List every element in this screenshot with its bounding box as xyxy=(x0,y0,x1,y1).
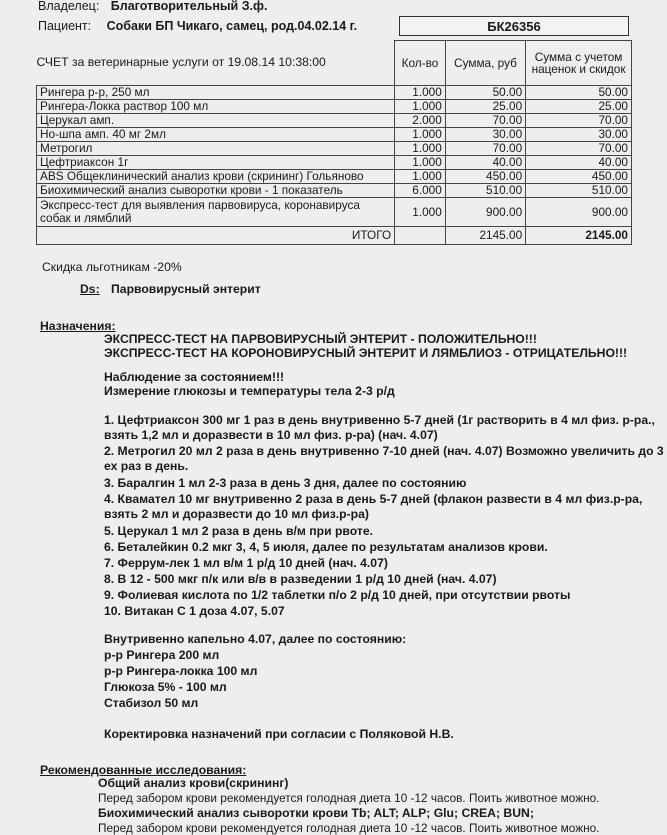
row-name: Но-шпа амп. 40 мг 2мл xyxy=(37,128,395,142)
total-sum: 2145.00 xyxy=(445,227,525,245)
row-qty: 1.000 xyxy=(395,86,446,100)
iv-line: р-р Рингера 200 мл xyxy=(104,648,220,662)
diagnosis-text: Парвовирусный энтерит xyxy=(111,282,261,296)
row-qty: 1.000 xyxy=(395,128,446,142)
prescription-line: 6. Беталейкин 0.2 мкг 3, 4, 5 июля, далее по результатам анализов крови. xyxy=(104,540,548,554)
total-qty-empty xyxy=(395,227,446,245)
observe-line: Наблюдение за состоянием!!! xyxy=(104,370,285,384)
row-total: 70.00 xyxy=(526,142,632,156)
table-row xyxy=(37,156,632,170)
row-name: Биохимический анализ сыворотки крови - 1 показатель xyxy=(37,184,395,198)
row-sum: 450.00 xyxy=(445,170,525,184)
patient-label: Пациент: xyxy=(38,19,92,33)
table-row xyxy=(37,170,632,184)
table-row xyxy=(37,86,632,100)
prescription-line: 3. Баралгин 1 мл 2-3 раза в день 3 дня, далее по состоянию xyxy=(104,476,467,490)
prescription-line: 10. Витакан С 1 доза 4.07, 5.07 xyxy=(104,604,285,618)
patient-info: Собаки БП Чикаго, самец, род.04.02.14 г. xyxy=(106,19,358,33)
row-total: 70.00 xyxy=(526,114,632,128)
row-sum: 510.00 xyxy=(445,184,525,198)
row-qty: 1.000 xyxy=(395,142,446,156)
discount: Скидка льготникам -20% xyxy=(42,260,182,274)
row-qty: 6.000 xyxy=(395,184,446,198)
row-total: 510.00 xyxy=(526,184,632,198)
col-qty: Кол-во xyxy=(395,41,446,86)
row-sum: 40.00 xyxy=(445,156,525,170)
invoice-code: БК26356 xyxy=(399,16,629,36)
prescription-line: 2. Метрогил 20 мл 2 раза в день внутривенно 7-10 дней (нач. 4.07) Возможно увеличить до 3 xyxy=(104,444,664,458)
row-name: Рингера р-р, 250 мл xyxy=(37,86,395,100)
row-name: Церукал амп. xyxy=(37,114,395,128)
observe-line: Измерение глюкозы и температуры тела 2-3 р/д xyxy=(104,384,395,398)
row-sum: 25.00 xyxy=(445,100,525,114)
test-line: ЭКСПРЕСС-ТЕСТ НА КОРОНОВИРУСНЫЙ ЭНТЕРИТ И ЛЯМБЛИОЗ - ОТРИЦАТЕЛЬНО!!! xyxy=(104,346,628,360)
iv-line: Стабизол 50 мл xyxy=(104,696,199,710)
row-total: 450.00 xyxy=(526,170,632,184)
owner-line xyxy=(38,0,267,13)
prescription-line: 1. Цефтриаксон 300 мг 1 раз в день внутривенно 5-7 дней (1г растворить в 4 мл физ. р-ра., xyxy=(104,413,655,427)
prescription-line: 4. Квамател 10 мг внутривенно 2 раза в день 5-7 дней (флакон развести в 4 мл физ.р-ра, xyxy=(104,492,643,506)
row-total: 30.00 xyxy=(526,128,632,142)
row-sum: 900.00 xyxy=(445,198,525,227)
patient-line xyxy=(38,19,357,33)
correction-note: Коректировка назначений при согласии с Поляковой Н.В. xyxy=(104,727,454,741)
diagnosis-label: Ds: xyxy=(80,282,100,296)
col-sum: Сумма, руб xyxy=(445,41,525,86)
row-sum: 70.00 xyxy=(445,114,525,128)
row-total: 40.00 xyxy=(526,156,632,170)
total-final: 2145.00 xyxy=(526,227,632,245)
row-qty: 1.000 xyxy=(395,156,446,170)
row-name: Рингера-Локка раствор 100 мл xyxy=(37,100,395,114)
table-row xyxy=(37,184,632,198)
invoice-title: СЧЕТ за ветеринарные услуги от 19.08.14 10:38:00 xyxy=(37,41,395,86)
row-name: Цефтриаксон 1г xyxy=(37,156,395,170)
invoice-table xyxy=(36,40,632,245)
row-qty: 2.000 xyxy=(395,114,446,128)
row-name: Метрогил xyxy=(37,142,395,156)
row-sum: 50.00 xyxy=(445,86,525,100)
row-name: ABS Общеклинический анализ крови (скрининг) Гольяново xyxy=(37,170,395,184)
prescription-line: взять 2 мл и доразвести до 10 мл физ.р-ра) xyxy=(104,507,369,521)
row-name: Экспресс-тест для выявления парвовируса, коронавируса собак и лямблий xyxy=(37,198,395,227)
recommended-note: Перед забором крови рекомендуется голодная диета 10 -12 часов. Поить животное можно. xyxy=(98,821,600,835)
prescription-line: ех раз в день. xyxy=(104,459,189,473)
row-sum: 70.00 xyxy=(445,142,525,156)
row-total: 25.00 xyxy=(526,100,632,114)
row-sum: 30.00 xyxy=(445,128,525,142)
recommended-label: Рекомендованные исследования: xyxy=(40,763,247,777)
row-total: 50.00 xyxy=(526,86,632,100)
owner-name: Благотворительный З.ф. xyxy=(110,0,268,13)
row-total: 900.00 xyxy=(526,198,632,227)
recommended-item: Общий анализ крови(скрининг) xyxy=(98,776,289,790)
prescription-line: 8. В 12 - 500 мкг п/к или в/в в разведении 1 р/д 10 дней (нач. 4.07) xyxy=(104,572,497,586)
prescriptions-label: Назначения: xyxy=(40,319,116,333)
prescription-line: 7. Феррум-лек 1 мл в/м 1 р/д 10 дней (нач. 4.07) xyxy=(104,556,388,570)
prescription-line: 5. Церукал 1 мл 2 раза в день в/м при рвоте. xyxy=(104,524,373,538)
iv-line: Внутривенно капельно 4.07, далее по состоянию: xyxy=(104,632,407,646)
iv-line: Глюкоза 5% - 100 мл xyxy=(104,680,227,694)
total-row xyxy=(37,227,632,245)
owner-label: Владелец: xyxy=(38,0,100,13)
prescription-line: 9. Фолиевая кислота по 1/2 таблетки п/о 2 р/д 10 дней, при отсутствии рвоты xyxy=(104,588,571,602)
col-total: Сумма с учетом наценок и скидок xyxy=(526,41,632,86)
diagnosis-line xyxy=(80,282,261,296)
row-qty: 1.000 xyxy=(395,198,446,227)
prescription-line: взять 1,2 мл и доразвести в 10 мл физ. р-ра) (нач. 4.07) xyxy=(104,428,438,442)
table-row xyxy=(37,114,632,128)
table-row xyxy=(37,100,632,114)
row-qty: 1.000 xyxy=(395,170,446,184)
table-row xyxy=(37,142,632,156)
table-row xyxy=(37,128,632,142)
recommended-item: Биохимический анализ сыворотки крови Tb; ALT; ALP; Glu; CREA; BUN; xyxy=(98,806,534,820)
iv-line: р-р Рингера-локка 100 мл xyxy=(104,664,258,678)
test-line: ЭКСПРЕСС-ТЕСТ НА ПАРВОВИРУСНЫЙ ЭНТЕРИТ - ПОЛОЖИТЕЛЬНО!!! xyxy=(104,332,537,346)
total-label: ИТОГО xyxy=(37,227,395,245)
row-qty: 1.000 xyxy=(395,100,446,114)
invoice-header-row xyxy=(37,41,632,86)
recommended-note: Перед забором крови рекомендуется голодная диета 10 -12 часов. Поить животное можно. xyxy=(98,791,600,805)
table-row xyxy=(37,198,632,227)
